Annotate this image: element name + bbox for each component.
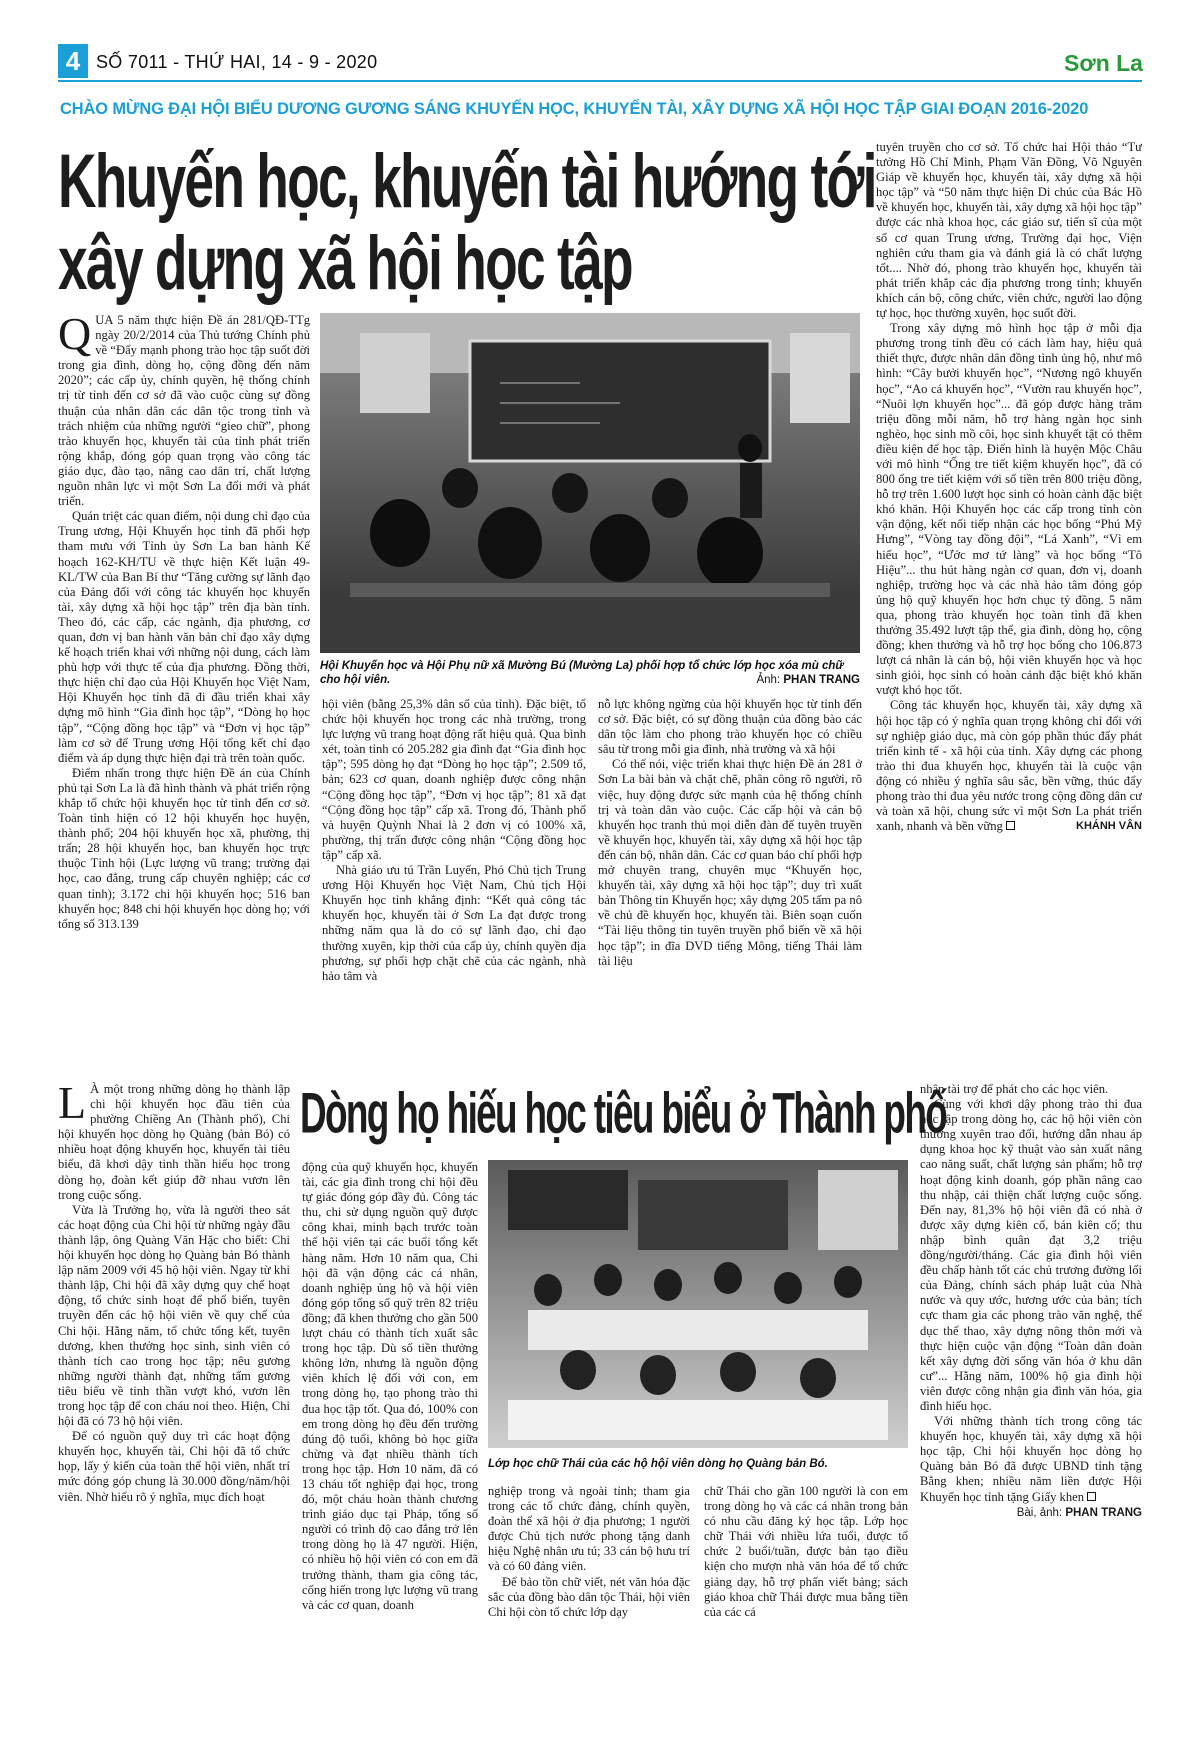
article1-column-2 [322, 697, 586, 1061]
event-banner: CHÀO MỪNG ĐẠI HỘI BIỂU DƯƠNG GƯƠNG SÁNG KHUYẾN HỌC, KHUYẾN TÀI, XÂY DỰNG XÃ HỘI HỌC TẬP GIAI ĐOẠN 2016-2020 [60, 100, 1089, 118]
brand-name: Sơn La [1064, 50, 1143, 76]
article2-col1-p1: À một trong những dòng họ thành lập chi hội khuyến học đầu tiên của phường Chiềng An (Thành phố), Chi hội khuyến học dòng họ Quàng (bản Bó) có nhiều hoạt động khuyến học, khuyến tài tiêu biểu, đã khơi dậy tinh thần hiếu học trong dòng họ, đoàn kết giúp đỡ nhau vươn lên trong cuộc sống. [58, 1082, 290, 1202]
page-number-box [58, 44, 88, 78]
article2-col5-p3 [920, 1414, 1142, 1505]
article2-col1-p3: Để có nguồn quỹ duy trì các hoạt động khuyến học, khuyến tài, Chi hội đã tổ chức họp, lấy ý kiến của toàn thể hội viên, nhất trí mức đóng góp chung là 30.000 đồng/năm/hội viên. Nhờ hiểu rõ ý nghĩa, mục đích hoạt [58, 1429, 290, 1504]
article1-column-1 [58, 313, 310, 1061]
thai-class-photo-caption: Lớp học chữ Thái của các hộ hội viên dòng họ Quàng bản Bó. [488, 1458, 828, 1470]
thai-class-photo [488, 1160, 908, 1448]
issue-line: SỐ 7011 - THỨ HAI, 14 - 9 - 2020 [96, 52, 378, 72]
article2-column-5 [920, 1082, 1142, 1730]
article2-column-1 [58, 1082, 290, 1712]
classroom-credit-prefix: Ảnh: [756, 674, 781, 686]
article2-column-3 [488, 1484, 690, 1712]
article2-headline: Dòng họ hiếu học tiêu biểu ở Thành phố [300, 1082, 947, 1146]
article2-credit [920, 1506, 1142, 1521]
article1-col3-p2: Có thể nói, việc triển khai thực hiện Đề án 281 ở Sơn La bài bản và chặt chẽ, phân công rõ người, rõ việc, huy động được sức mạnh của hệ thống chính trị và toàn dân vào cuộc. Các cấp hội và cán bộ khuyến học tranh thủ mọi diễn đàn để tuyên truyền về khuyến học, khuyến tài, xây dựng xã hội học tập đến cán bộ, nhân dân. Các cơ quan báo chí phối hợp mở chuyên trang, chuyên mục “Khuyến học, khuyến tài, xây dựng xã hội học tập”; duy trì xuất bản Thông tin Khuyến học; xây dựng 205 tấm pa nô về chủ đề khuyến học, khuyến tài. Biên soạn cuốn “Tài liệu thông tin tuyên truyền phổ biến về xã hội học tập”; in đĩa DVD tiếng Mông, tiếng Thái làm tài liệu [598, 757, 862, 968]
article1-column-3 [598, 697, 862, 1061]
article2-credit-name: PHAN TRANG [1065, 1506, 1142, 1519]
article1-col4-p3 [876, 698, 1142, 834]
article1-col4-p1: tuyên truyền cho cơ sở. Tổ chức hai Hội thảo “Tư tưởng Hồ Chí Minh, Phạm Văn Đồng, Võ Nguyên Giáp về khuyến học, khuyến tài, xây dựng xã hội học tập” và “50 năm thực hiện Di chúc của Bác Hồ về khuyến học, khuyến tài, xây dựng xã hội học tập” được các nhà khoa học, các giáo sư, tiến sĩ của một số cơ quan Trung ương, Trường đại học, Viện nghiên cứu tham gia và đánh giá là có chất lượng tốt.... Nhờ đó, phong trào khuyến học, khuyến tài phát triển khắp các địa phương trong tỉnh; khuyến khích cán bộ, công chức, viên chức, người lao động tự học, học thường xuyên, học suốt đời. [876, 140, 1142, 321]
article2-col5-p3-text: Với những thành tích trong công tác khuyến học, khuyến tài, xây dựng xã hội học tập, Chi hội khuyến học dòng họ Quàng bản Bó đã được UBND tỉnh tặng Bằng khen; nhiều năm liền được Hội Khuyến học tỉnh tặng Giấy khen [920, 1414, 1142, 1504]
article2-credit-prefix: Bài, ảnh: [1016, 1506, 1063, 1519]
article1-col1-p2: Quán triệt các quan điểm, nội dung chỉ đạo của Trung ương, Hội Khuyến học tỉnh đã phối hợp tham mưu với Tỉnh ủy Sơn La ban hành Kế hoạch 162-KH/TU về thực hiện Kết luận 49-KL/TW của Ban Bí thư “Tăng cường sự lãnh đạo của Đảng đối với công tác khuyến học khuyến tài, xây dựng xã hội học tập” trên địa bàn tỉnh. Theo đó, các cấp, các ngành, địa phương, cơ quan, đơn vị ban hành văn bản chỉ đạo xây dựng kế hoạch triển khai với những nội dung, cách làm phù hợp với thực tế của địa phương. Đồng thời, thực hiện chỉ đạo của Hội Khuyến học Việt Nam, Hội Khuyến học tỉnh đã đi đầu triển khai xây dựng mô hình “Gia đình học tập”, “Dòng họ học tập”, “Cộng đồng học tập” và “Đơn vị học tập” làm cơ sở để Trung ương Hội tổng kết chỉ đạo điểm và áp dụng thực hiện đại trà trên toàn quốc. [58, 509, 310, 765]
article1-signature: KHÁNH VÂN [1076, 820, 1142, 833]
article1-col4-p2: Trong xây dựng mô hình học tập ở mỗi địa phương trong tỉnh đều có cách làm hay, hiệu quả thiết thực, được nhân dân đồng tình ủng hộ, như mô hình: “Cây bưởi khuyến học”, “Nương ngô khuyến học”, “Ao cá khuyến học”, “Vườn rau khuyến học”, “Nuôi lợn khuyến học”... đã góp được hàng trăm triệu đồng mỗi năm, hỗ trợ hàng ngàn học sinh nghèo, học sinh mồ côi, học sinh khuyết tật có thêm điều kiện để học tập. Điển hình là huyện Mộc Châu với mô hình “Ống tre tiết kiệm khuyến học”, đã có 800 ống tre tiết kiệm với số tiền trên 800 triệu đồng, hỗ trợ trên 1.600 lượt học sinh có hoàn cảnh đặc biệt khó khăn. Hội Khuyến học các cấp trong tỉnh còn vận động, kết nối tiếp nhận các học bổng “Phú Mỹ Hưng”, “Vòng tay đồng đội”, “Lá Xanh”, “Vì em hiếu học”, “Ước mơ tứ làng” và học bổng “Tô Hiệu”... thu hút hàng ngàn cơ quan, đơn vị, doanh nghiệp, trường học và các nhà hảo tâm đóng góp ủng hộ quỹ khuyến học hơn chục tỷ đồng. 5 năm qua, phong trào khuyến học toàn tỉnh đã khen thưởng 35.492 lượt tập thể, gia đình, dòng họ, cộng đồng; khen thưởng và hỗ trợ học bổng cho 106.873 lượt cá nhân là cán bộ, hội viên khuyến học và học sinh giỏi, học sinh có hoàn cảnh đặc biệt khó khăn vượt khó học tốt. [876, 321, 1142, 698]
article2-col4-p1: chữ Thái cho gần 100 người là con em trong dòng họ và các cá nhân trong bản có nhu cầu đăng ký học tập. Lớp học chữ Thái với nhiều lứa tuổi, được tổ chức 2 buổi/tuần, được bản tạo điều kiện cho mượn nhà văn hóa để tổ chức giảng dạy, hỗ trợ phấn viết bảng; sách giáo khoa chữ Thái được mua bằng tiền của các cá [704, 1484, 908, 1619]
article1-dropcap: Q [58, 313, 92, 359]
end-mark-icon [1087, 1492, 1096, 1501]
article2-col3-p2: Để bảo tồn chữ viết, nét văn hóa đặc sắc của đồng bào dân tộc Thái, hội viên Chi hội còn tổ chức lớp dạy [488, 1574, 690, 1619]
article1-headline-line2: xây dựng xã hội học tập [58, 222, 632, 307]
classroom-photo-illustration [320, 313, 860, 653]
article1-col2-p2: Nhà giáo ưu tú Trần Luyến, Phó Chủ tịch Trung ương Hội Khuyến học Việt Nam, Chủ tịch Hội Khuyến học tỉnh khẳng định: “Kết quả công tác khuyến học, khuyến tài ở Sơn La đạt được trong những năm qua là do có sự lãnh đạo, chỉ đạo thường xuyên, kịp thời của cấp ủy, chính quyền địa phương, sự phối hợp chặt chẽ của các ngành, nhà hảo tâm và [322, 863, 586, 983]
header-rule [58, 80, 1142, 82]
article2-column-4 [704, 1484, 908, 1712]
article2-dropcap: L [58, 1082, 87, 1128]
article1-col1-p3: Điểm nhấn trong thực hiện Đề án của Chính phủ tại Sơn La là đã hình thành và phát triển rộng khắp tổ chức hội khuyến học từ tỉnh đến cơ sở. Toàn tỉnh hiện có 12 hội khuyến học huyện, thành phố; 204 hội khuyến học xã, phường, thị trấn; 28 hội khuyến học, ban khuyến học trực thuộc Tỉnh hội (Lực lượng vũ trang; trường đại học, cao đẳng, trung cấp chuyên nghiệp; các cơ quan tỉnh); 3.172 chi hội khuyến học; 516 ban khuyến học; 848 chi hội khuyến học dòng họ; với tổng số 313.139 [58, 765, 310, 931]
article2-col2-p1: động của quỹ khuyến học, khuyến tài, các gia đình trong chi hội đều tự giác đóng góp đầy đủ. Công tác thu, chi sử dụng nguồn quỹ được công khai, minh bạch trước toàn thể hội viên tại các buổi tổng kết hàng năm. Hơn 10 năm qua, Chi hội đã vận động các cá nhân, doanh nghiệp ủng hộ và hội viên đóng góp tổng số quỹ trên 82 triệu đồng; đã khen thưởng cho gần 500 lượt cháu có thành tích xuất sắc trong học tập. Dù số tiền thưởng không lớn, nhưng là nguồn động viên khích lệ đối với con, em trong dòng họ, tạo phong trào thi đua học tập tốt. Qua đó, 100% con em trong dòng họ đều đến trường đúng độ tuổi, không bỏ học giữa chừng và đạt nhiều thành tích trong học tập. Hơn 10 năm, đã có 13 cháu tốt nghiệp đại học, trong đó, một cháu hoàn thành chương trình giáo dục tại Pháp, tổng số người có trình độ cao đẳng trở lên trong dòng họ là 47 người. Hiện, có nhiều hộ hội viên có con em đã trưởng thành, tham gia công tác, cống hiến trong lực lượng vũ trang và các cơ quan, doanh [302, 1160, 478, 1612]
classroom-photo-caption [320, 659, 860, 687]
article1-lead-paragraph [58, 313, 310, 509]
thai-class-photo-illustration [488, 1160, 908, 1448]
classroom-credit-name: PHAN TRANG [783, 674, 860, 686]
article2-column-2 [302, 1160, 478, 1712]
article1-column-4 [876, 140, 1142, 1062]
article1-col3-p1: nỗ lực không ngừng của hội khuyến học từ tỉnh đến cơ sở. Đặc biệt, có sự đồng thuận của đồng bào các dân tộc làm cho phong trào khuyến học có chiều sâu từ trong mỗi gia đình, nhà trường và xã hội [598, 697, 862, 757]
classroom-photo [320, 313, 860, 653]
article1-col1-p1: UA 5 năm thực hiện Đề án 281/QĐ-TTg ngày 20/2/2014 của Thủ tướng Chính phủ về “Đẩy mạnh phong trào học tập suốt đời trong gia đình, dòng họ, cộng đồng đến năm 2020”; các cấp ủy, chính quyền, hệ thống chính trị từ tỉnh đến cơ sở đã vào cuộc cùng sự đồng thuận của nhân dân các dân tộc trong tỉnh và trách nhiệm của những người “gieo chữ”, phong trào khuyến học, khuyến tài của tỉnh phát triển rộng khắp, đóng góp quan trọng vào công tác giáo dục, đào tạo, nâng cao dân trí, chất lượng nguồn nhân lực vì một Sơn La đổi mới và phát triển. [58, 313, 310, 509]
end-mark-icon [1006, 821, 1015, 830]
article2-col1-p2: Vừa là Trưởng họ, vừa là người theo sát các hoạt động của Chi hội từ những ngày đầu thành lập, ông Quàng Văn Hặc cho biết: Chi hội khuyến học dòng họ Quàng bản Bó thành lập năm 2009 với 45 hộ hội viên. Ngay từ khi thành lập, Chi hội đã xây dựng quy chế hoạt động, tổ chức sinh hoạt để phổ biến, tuyên truyền đến các hộ hội viên về quy chế của Chi hội. Hằng năm, tổ chức tổng kết, tuyên dương, khen thưởng học sinh, sinh viên có thành tích cao trong học tập; nêu gương những người thành đạt, những tấm gương tiêu biểu về tinh thần vượt khó, vươn lên trong học tập để con cháu noi theo. Hiện, Chi hội đã có 73 hộ hội viên. [58, 1202, 290, 1429]
page-number: 4 [65, 46, 81, 76]
article2-col5-p2: Cùng với khơi dậy phong trào thi đua học tập trong dòng họ, các hộ hội viên còn thường xuyên trao đổi, hướng dẫn nhau áp dụng khoa học kỹ thuật vào sản xuất nâng cao năng suất, chất lượng sản phẩm; hỗ trợ hoạt động kinh doanh, góp phần nâng cao thu nhập, cải thiện chất lượng cuộc sống. Đến nay, 81,3% hộ hội viên đã có nhà ở được xây dựng kiên cố, bán kiên cố; thu nhập bình quân đạt 3,2 triệu đồng/người/tháng. Các gia đình hội viên đều chấp hành tốt các chủ trương đường lối của Đảng, chính sách pháp luật của Nhà nước và quy ước, hương ước của bản; tích cực tham gia các phong trào văn nghệ, thể dục thể thao, xây dựng nông thôn mới và thực hiện cuộc vận động “Toàn dân đoàn kết xây dựng đời sống văn hóa ở khu dân cư”... Hằng năm, 100% hộ gia đình hội viên được công nhận gia đình văn hóa, gia đình hiếu học. [920, 1097, 1142, 1413]
classroom-photo-credit [756, 673, 860, 687]
article1-col2-p1: hội viên (bằng 25,3% dân số của tỉnh). Đặc biệt, tổ chức hội khuyến học trong các nhà trường, trong lực lượng vũ trang hoạt động rất hiệu quả. Qua bình xét, toàn tỉnh có 205.282 gia đình đạt “Gia đình học tập”; 595 dòng họ đạt “Dòng họ học tập”; 2.509 tổ, bản; 623 cơ quan, doanh nghiệp được công nhận “Cộng đồng học tập”, “Đơn vị học tập”; 81 xã đạt “Cộng đồng học tập” cấp xã. Trong đó, Thành phố và huyện Quỳnh Nhai là 2 đơn vị có 100% xã, phường, thị trấn được công nhận “Cộng đồng học tập” cấp xã. [322, 697, 586, 862]
article2-col5-p1: nhân tài trợ để phát cho các học viên. [920, 1082, 1109, 1096]
article2-lead-paragraph [58, 1082, 290, 1203]
classroom-caption-text: Hội Khuyến học và Hội Phụ nữ xã Mường Bú (Mường La) phối hợp tổ chức lớp học xóa mù chữ cho hội viên. [320, 660, 844, 686]
article1-headline-line1: Khuyến học, khuyến tài hướng tới [58, 140, 876, 225]
article2-col3-p1: nghiệp trong và ngoài tỉnh; tham gia trong các tổ chức đảng, chính quyền, đoàn thể xã hội ở địa phương; 1 người được Chủ tịch nước phong tặng danh hiệu Nghệ nhân ưu tú; 33 cán bộ hưu trí và có 60 đảng viên. [488, 1484, 690, 1574]
article1-col4-p3-text: Công tác khuyến học, khuyến tài, xây dựng xã hội học tập có ý nghĩa quan trọng không chỉ đối với sự nghiệp giáo dục, mà còn góp phần thúc đẩy phát triển kinh tế - xã hội của tỉnh. Xây dựng các phong trào thi đua khuyến học, khuyến tài là cuộc vận động có nhiều ý nghĩa sâu sắc, bền vững, thúc đẩy phong trào thi đua yêu nước trong cộng đồng dân cư và toàn xã hội, chung sức vì một Sơn La phát triển xanh, nhanh và bền vững [876, 698, 1142, 834]
